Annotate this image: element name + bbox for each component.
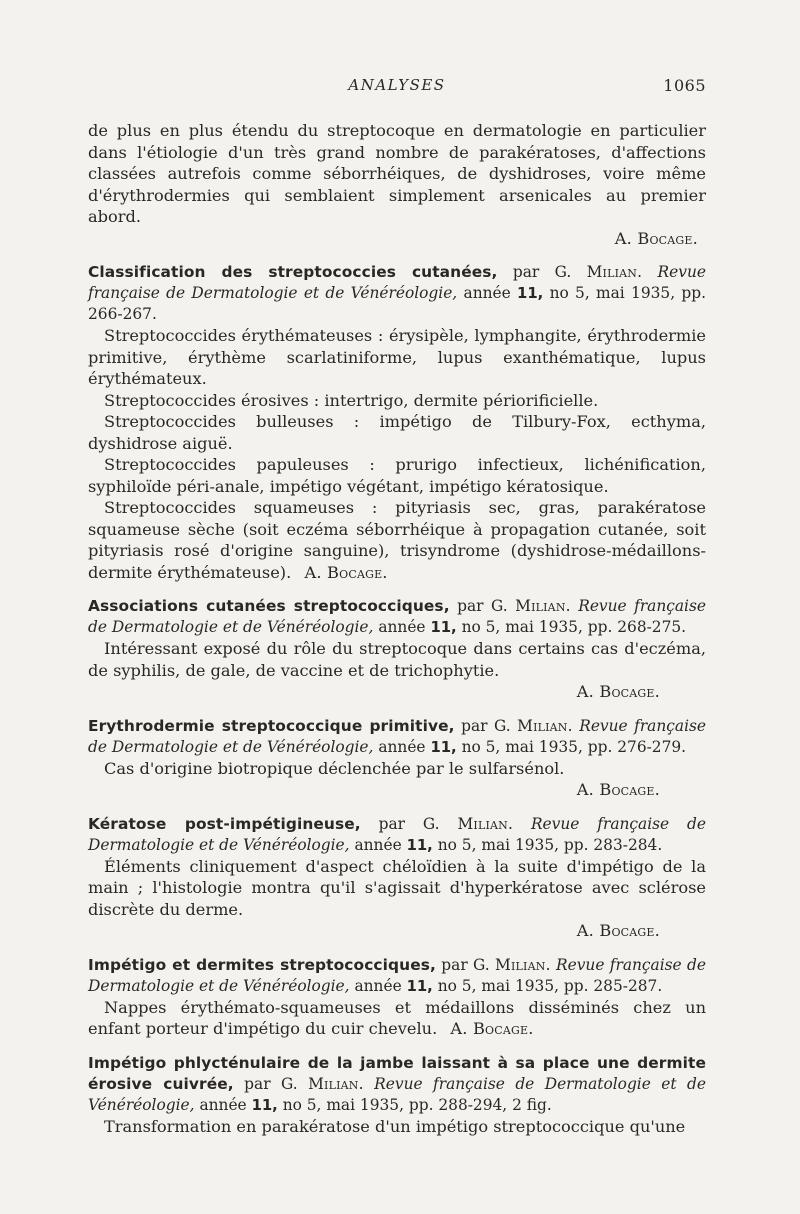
entry-issue: no 5, mai 1935, pp. 283-284. bbox=[437, 835, 663, 854]
entry-paragraph: Éléments cliniquement d'aspect chéloïdien à la suite d'impétigo de la main ; l'histologie montra qu'il s'agissait d'hyperkératose avec sclérose discrète du derme. bbox=[88, 856, 706, 919]
entry-signature: A. Bocage. bbox=[304, 562, 388, 582]
entry-year-label: année bbox=[378, 618, 426, 636]
entry-paragraph: Streptococcides érythémateuses : érysipèle, lymphangite, érythrodermie primitive, érythème scarlatiniforme, lupus exanthématique, lupus érythémateux. bbox=[88, 326, 706, 388]
entry-journal: Revue française de Dermatologie et de Vénéréologie, bbox=[88, 597, 706, 636]
entry-title: Classification des streptococcies cutanées, bbox=[88, 263, 498, 281]
entry-volume: 11, bbox=[517, 285, 544, 302]
entry-journal: Revue française de Dermatologie et de Vénéréologie, bbox=[88, 716, 706, 756]
entry-issue: no 5, mai 1935, pp. 266-267. bbox=[88, 284, 706, 323]
review-entry bbox=[88, 596, 706, 703]
entry-volume: 11, bbox=[251, 1096, 278, 1114]
entry-paragraph-text: Streptococcides squameuses : pityriasis sec, gras, parakératose squameuse sèche (soit eczéma séborrhéique à propagation cutanée, soit pityriasis rosé d'origine sanguine), trisyndrome (dyshidrose-médaillons-dermite érythémateuse). bbox=[88, 498, 706, 582]
page-header bbox=[88, 76, 706, 102]
entry-author: Milian. bbox=[457, 814, 514, 833]
entry-author: Milian. bbox=[308, 1074, 364, 1093]
entry-heading bbox=[88, 955, 706, 997]
entry-year-label: année bbox=[354, 976, 402, 995]
entry-issue: no 5, mai 1935, pp. 285-287. bbox=[437, 976, 663, 995]
entry-paragraph: Streptococcides érosives : intertrigo, dermite périorificielle. bbox=[104, 390, 599, 410]
entry-heading bbox=[88, 262, 706, 325]
entry-journal: Revue française de Dermatologie et de Vénéréologie, bbox=[88, 955, 706, 995]
entry-issue: no 5, mai 1935, pp. 288-294, 2 fig. bbox=[282, 1095, 552, 1114]
review-entry bbox=[88, 814, 706, 942]
entry-paragraph: Intéressant exposé du rôle du streptocoque dans certains cas d'eczéma, de syphilis, de gale, de vaccine et de trichophytie. bbox=[88, 639, 706, 680]
entry-journal: Revue française de Dermatologie et de Vénéréologie, bbox=[88, 1074, 706, 1114]
entry-paragraph bbox=[88, 497, 706, 583]
running-title: ANALYSES bbox=[348, 76, 446, 94]
entry-paragraph: Transformation en parakératose d'un impétigo streptococcique qu'une bbox=[104, 1116, 686, 1136]
entry-by: par G. bbox=[461, 716, 511, 735]
entry-issue: no 5, mai 1935, pp. 268-275. bbox=[461, 618, 687, 636]
entry-title: Impétigo et dermites streptococciques, bbox=[88, 955, 436, 974]
intro-paragraph bbox=[88, 120, 706, 249]
entry-volume: 11, bbox=[430, 619, 457, 636]
entry-by: par G. bbox=[244, 1074, 298, 1093]
entry-year-label: année bbox=[199, 1095, 247, 1114]
entry-author: Milian. bbox=[495, 955, 551, 974]
entry-volume: 11, bbox=[406, 836, 433, 854]
intro-text: de plus en plus étendu du streptocoque en dermatologie en particulier dans l'étiologie d'un très grand nombre de parakératoses, d'affections classées autrefois comme séborrhéiques, de dyshidroses, voire même d'érythrodermies qui semblaient simplement arsenicales au premier abord. bbox=[88, 121, 706, 226]
entry-year-label: année bbox=[463, 284, 511, 302]
entry-heading bbox=[88, 596, 706, 638]
entry-signature: A. Bocage. bbox=[576, 921, 660, 940]
entry-paragraph: Cas d'origine biotropique déclenchée par le sulfarsénol. bbox=[104, 758, 565, 778]
entry-by: par G. bbox=[457, 597, 508, 615]
entry-journal: Revue française de Dermatologie et de Vénéréologie, bbox=[88, 814, 706, 854]
entry-heading bbox=[88, 1053, 706, 1116]
entry-paragraph-text: Nappes érythémato-squameuses et médaillons disséminés chez un enfant porteur d'impétigo du cuir chevelu. bbox=[88, 997, 706, 1038]
entry-volume: 11, bbox=[406, 977, 433, 995]
entry-heading bbox=[88, 814, 706, 856]
entry-volume: 11, bbox=[430, 738, 457, 756]
review-entry bbox=[88, 1053, 706, 1138]
entry-author: Milian. bbox=[515, 597, 571, 615]
page-content bbox=[88, 120, 706, 1137]
entry-by: par G. bbox=[378, 814, 440, 833]
entry-title: Associations cutanées streptococciques, bbox=[88, 597, 450, 615]
entry-issue: no 5, mai 1935, pp. 276-279. bbox=[461, 737, 687, 756]
review-entry bbox=[88, 955, 706, 1040]
entry-author: Milian. bbox=[517, 716, 573, 735]
review-entry bbox=[88, 262, 706, 583]
entry-signature: A. Bocage. bbox=[576, 780, 660, 799]
entry-heading bbox=[88, 716, 706, 758]
entry-by: par G. bbox=[512, 263, 572, 281]
intro-signature: A. Bocage. bbox=[614, 228, 698, 248]
entry-author: Milian. bbox=[586, 263, 643, 281]
entry-title: Kératose post-impétigineuse, bbox=[88, 814, 361, 833]
entry-paragraph bbox=[88, 997, 706, 1040]
entry-year-label: année bbox=[354, 835, 402, 854]
entry-title: Impétigo phlycténulaire de la jambe laissant à sa place une dermite érosive cuivrée, bbox=[88, 1053, 706, 1093]
entry-signature: A. Bocage. bbox=[450, 1019, 534, 1038]
entry-by: par G. bbox=[441, 955, 490, 974]
entry-title: Erythrodermie streptococcique primitive, bbox=[88, 716, 455, 735]
entry-paragraph: Streptococcides papuleuses : prurigo infectieux, lichénification, syphiloïde péri-anale, impétigo végétant, impétigo kératosique. bbox=[88, 455, 706, 496]
entry-journal: Revue française de Dermatologie et de Vénéréologie, bbox=[88, 263, 706, 302]
entry-paragraph: Streptococcides bulleuses : impétigo de Tilbury-Fox, ecthyma, dyshidrose aiguë. bbox=[88, 412, 706, 453]
entry-year-label: année bbox=[378, 737, 426, 756]
review-entry bbox=[88, 716, 706, 801]
intro-block bbox=[88, 120, 706, 249]
page-number: 1065 bbox=[663, 76, 706, 95]
entry-signature: A. Bocage. bbox=[576, 682, 660, 701]
